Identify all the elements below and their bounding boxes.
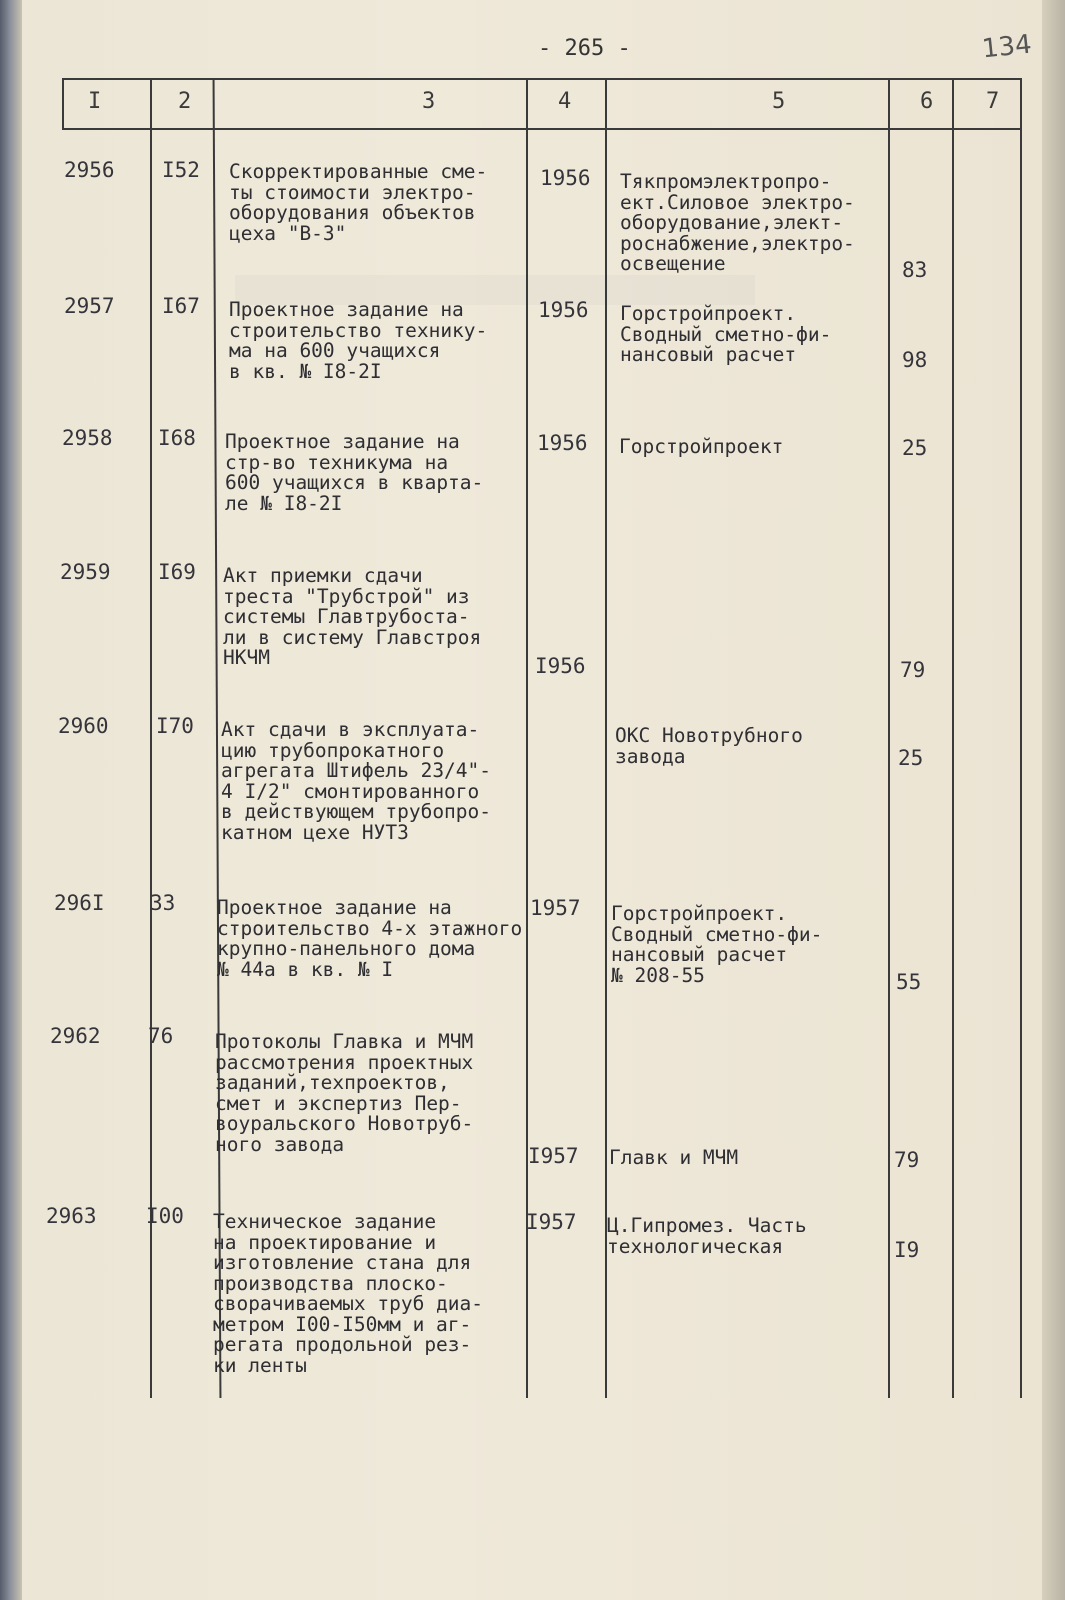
column-line-6 (952, 78, 954, 1398)
author-cell: Тякпромэлектропро- ект.Силовое электро- оборудование,элект- роснабжение,электро- освещение (620, 170, 855, 275)
table-top-border (62, 78, 1022, 80)
row-number: 296I (54, 891, 105, 915)
pages-cell: 25 (898, 746, 924, 770)
row-number: 2963 (46, 1204, 97, 1228)
file-number: I68 (158, 426, 196, 450)
binding-shadow (0, 0, 22, 1600)
author-cell: Ц.Гипромез. Часть технологическая (607, 1214, 807, 1258)
file-number: 33 (150, 891, 176, 915)
year-cell: 1956 (538, 298, 589, 322)
file-number: I67 (162, 294, 200, 318)
row-number: 2957 (64, 294, 115, 318)
column-line-5 (888, 78, 890, 1398)
column-line-3 (526, 78, 528, 1398)
row-number: 2959 (60, 560, 111, 584)
file-number: I69 (158, 560, 196, 584)
header-col-7: 7 (986, 89, 1000, 114)
title-cell: Техническое задание на проектирование и изготовление стана для производства плоско- сворачиваемых труб диа- метром I00-I50мм и аг- регата продольной рез- ки ленты (213, 1210, 484, 1377)
pages-cell: 25 (902, 436, 928, 460)
pages-cell: I9 (894, 1238, 920, 1262)
author-cell: Горстройпроект. Сводный сметно-фи- нансовый расчет (620, 302, 832, 366)
year-cell: I956 (535, 654, 586, 678)
row-number: 2962 (50, 1024, 101, 1048)
header-bottom-border (62, 128, 1022, 130)
pages-cell: 83 (902, 258, 928, 282)
header-col-4: 4 (558, 89, 572, 114)
title-cell: Проектное задание на строительство 4-х этажного крупно-панельного дома № 44а в кв. № I (217, 896, 523, 981)
row-number: 2958 (62, 426, 113, 450)
year-cell: I957 (528, 1144, 579, 1168)
year-cell: 1956 (537, 431, 588, 455)
header-col-6: 6 (920, 89, 934, 114)
header-col-2: 2 (178, 89, 192, 114)
pages-cell: 55 (896, 970, 922, 994)
column-line-0 (62, 78, 64, 130)
year-cell: 1956 (540, 166, 591, 190)
row-number: 2960 (58, 714, 109, 738)
header-col-3: 3 (422, 89, 436, 114)
column-line-1 (150, 78, 152, 1398)
file-number: I52 (162, 158, 200, 182)
file-number: I00 (146, 1204, 184, 1228)
sheet-number-handwritten: 134 (980, 29, 1034, 65)
page-edge (1042, 0, 1065, 1600)
page-number: - 265 - (538, 36, 631, 61)
pages-cell: 98 (902, 348, 928, 372)
author-cell: Главк и МЧМ (609, 1146, 739, 1169)
row-number: 2956 (64, 158, 115, 182)
header-col-1: I (88, 89, 102, 114)
author-cell: Горстройпроект (619, 435, 784, 458)
column-line-4 (605, 78, 607, 1398)
pages-cell: 79 (900, 658, 926, 682)
header-col-5: 5 (772, 89, 786, 114)
author-cell: Горстройпроект. Сводный сметно-фи- нансовый расчет № 208-55 (611, 902, 823, 987)
column-line-7 (1020, 78, 1022, 1398)
year-cell: 1957 (530, 896, 581, 920)
title-cell: Протоколы Главка и МЧМ рассмотрения проектных заданий,техпроектов, смет и экспертиз Пер- воуральского Новотруб- ного завода (215, 1030, 474, 1156)
file-number: I70 (156, 714, 194, 738)
title-cell: Акт сдачи в эксплуата- цию трубопрокатного агрегата Штифель 23/4"- 4 I/2" смонтированного в действующем трубопро- катном цехе НУТЗ (221, 718, 492, 844)
title-cell: Акт приемки сдачи треста "Трубстрой" из системы Главтрубоста- ли в систему Главстроя НКЧМ (223, 564, 482, 669)
title-cell: Скорректированные сме- ты стоимости электро- оборудования объектов цеха "В-3" (229, 160, 488, 245)
file-number: 76 (148, 1024, 174, 1048)
pages-cell: 79 (894, 1148, 920, 1172)
title-cell: Проектное задание на строительство технику- ма на 600 учащихся в кв. № I8-2I (229, 298, 488, 383)
author-cell: ОКС Новотрубного завода (615, 724, 803, 768)
year-cell: I957 (526, 1210, 577, 1234)
title-cell: Проектное задание на стр-во техникума на 600 учащихся в кварта- ле № I8-2I (225, 430, 484, 515)
